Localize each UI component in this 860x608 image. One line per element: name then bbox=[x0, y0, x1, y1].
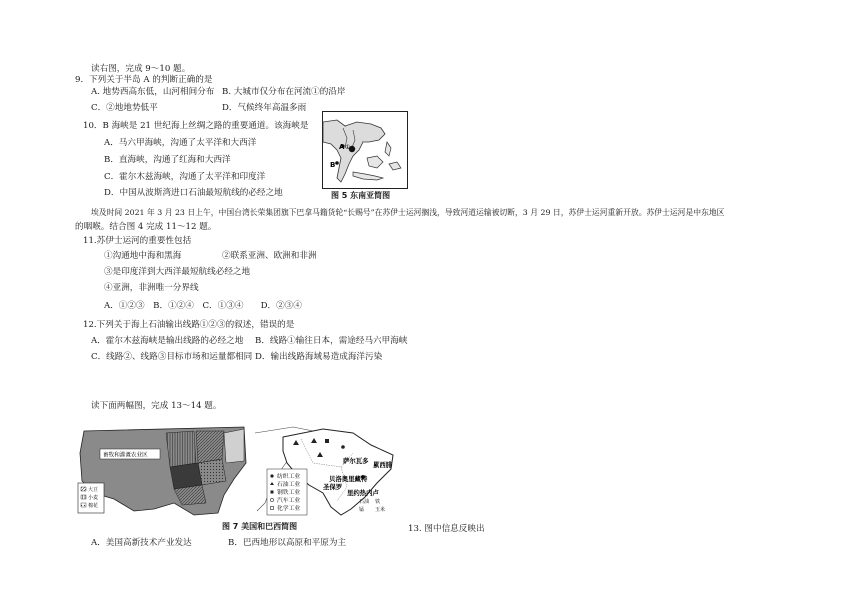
city-rio: 里约热内卢 bbox=[347, 489, 379, 497]
q11-statement-4: ④亚洲，非洲唯一分界线 bbox=[104, 283, 199, 293]
passage-line-2: 的咽喉。结合图 4 完成 11～12 题。 bbox=[75, 222, 217, 232]
q10-option-c: C．霍尔木兹海峡，沟通了太平洋和印度洋 bbox=[104, 172, 266, 182]
figure-7-caption: 图 7 美国和巴西简图 bbox=[222, 522, 298, 531]
q11-statement-3: ③是印度洋到大西洋最短航线必经之地 bbox=[104, 267, 251, 277]
city-salvador: 萨尔瓦多 bbox=[343, 457, 369, 465]
brazil-industry-1: 石油工业 bbox=[277, 482, 301, 488]
q13-option-b: B．巴西地形以高原和平原为主 bbox=[228, 538, 347, 548]
city-sao-paulo: 圣保罗 bbox=[323, 483, 343, 491]
brazil-industry-2: 钢铁工业 bbox=[277, 490, 301, 496]
brazil-industry-4: 化学工业 bbox=[277, 506, 301, 512]
q10-stem: 10．B 海峡是 21 世纪海上丝绸之路的重要通道。该海峡是 bbox=[83, 121, 309, 131]
brazil-legend-2: 锰 bbox=[359, 507, 365, 513]
q13-option-a: A．美国高新技术产业发达 bbox=[91, 538, 192, 548]
passage-line-1: 埃及时间 2021 年 3 月 23 日上午，中国台湾长荣集团旗下巴拿马籍货轮“长赐号”在苏伊士运河搁浅，导致河道运输被切断，3 月 29 日，苏伊士运河重新开放。苏伊士运河是中东地区 bbox=[91, 208, 725, 217]
q10-option-a: A．马六甲海峡，沟通了太平洋和大西洋 bbox=[104, 138, 257, 148]
q13-stem: 13. 图中信息反映出 bbox=[408, 524, 485, 534]
city-recife: 累西腓 bbox=[373, 461, 393, 469]
figure-5-caption: 图 5 东南亚简图 bbox=[331, 191, 391, 200]
q11-stem: 11.苏伊士运河的重要性包括 bbox=[83, 236, 192, 246]
intro-9-10: 读右图，完成 9～10 题。 bbox=[91, 64, 191, 74]
q12-stem: 12.下列关于海上石油输出线路①②③的叙述，错误的是 bbox=[83, 320, 295, 330]
usa-legend-0: 大豆 bbox=[88, 487, 99, 493]
usa-legend-1: 小麦 bbox=[88, 495, 99, 501]
southeast-asia-map bbox=[322, 111, 408, 189]
city-belo-horizonte: 贝洛奥里藏特 bbox=[329, 475, 368, 483]
q9-option-c: C．②地地势低平 bbox=[91, 103, 158, 113]
brazil-industry-3: 汽车工业 bbox=[277, 498, 301, 504]
q9-option-b: B. 大城市仅分布在河流①的沿岸 bbox=[222, 87, 346, 97]
q9-stem: 9．下列关于半岛 A 的判断正确的是 bbox=[75, 75, 213, 85]
q12-option-d: D．输出线路海域易造成海洋污染 bbox=[255, 352, 383, 362]
brazil-industry-0: 纺织工业 bbox=[277, 474, 301, 480]
brazil-legend-3: 玉米 bbox=[375, 507, 386, 513]
q9-option-a: A. 地势西高东低，山河相间分布 bbox=[91, 87, 215, 97]
map-label-a: A bbox=[339, 143, 345, 151]
map-label-1: ① bbox=[345, 144, 351, 151]
usa-legend-2: 棉花 bbox=[88, 503, 99, 509]
brazil-legend-1: 铁 bbox=[375, 499, 381, 505]
intro-13-14: 读下面两幅图，完成 13～14 题。 bbox=[91, 401, 222, 411]
usa-map bbox=[74, 423, 251, 517]
q12-option-c: C．线路②、线路③目标市场和运量都相同 bbox=[91, 352, 253, 362]
q11-statement-2: ②联系亚洲、欧洲和非洲 bbox=[222, 251, 317, 261]
q12-option-a: A．霍尔木兹海峡是输出线路的必经之地 bbox=[91, 336, 244, 346]
map-label-b: B bbox=[330, 161, 336, 169]
q12-option-b: B．线路①输往日本，需途经马六甲海峡 bbox=[255, 336, 408, 346]
q10-option-d: D．中国从波斯湾进口石油最短航线的必经之地 bbox=[104, 188, 283, 198]
q11-choices: A．①②③ B．①②④ C．①③④ D．②③④ bbox=[104, 301, 302, 311]
brazil-legend-0: 石油 bbox=[359, 499, 370, 505]
usa-region-label: 畜牧和灌溉农业区 bbox=[103, 452, 148, 459]
brazil-map bbox=[253, 423, 405, 517]
q11-statement-1: ①沟通地中海和黑海 bbox=[104, 251, 182, 261]
q10-option-b: B．直海峡，沟通了红海和大西洋 bbox=[104, 155, 231, 165]
q9-option-d: D．气候终年高温多雨 bbox=[222, 103, 307, 113]
